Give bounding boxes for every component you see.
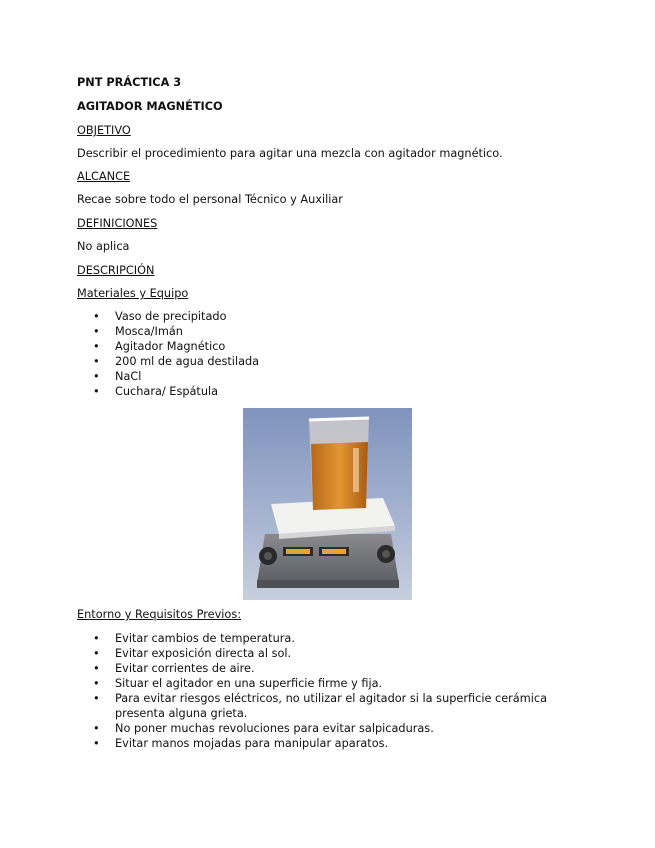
entorno-heading: Entorno y Requisitos Previos: [77,608,242,621]
list-item: • Evitar exposición directa al sol. [77,646,597,661]
list-item: • No poner muchas revoluciones para evitar salpicaduras. [77,721,597,736]
list-item: • Evitar cambios de temperatura. [77,631,597,646]
document-title: PNT PRÁCTICA 3 [77,76,182,89]
definiciones-heading: DEFINICIONES [77,217,158,230]
materiales-heading: Materiales y Equipo [77,287,189,300]
alcance-heading: ALCANCE [77,170,131,183]
descripcion-heading: DESCRIPCIÓN [77,264,155,277]
list-item: • 200 ml de agua destilada [77,354,597,369]
list-item: • NaCl [77,369,597,384]
document-subtitle: AGITADOR MAGNÉTICO [77,100,223,113]
requisitos-list [77,631,597,751]
list-item: • Cuchara/ Espátula [77,384,597,399]
materiales-list [77,309,597,399]
list-item: • Evitar manos mojadas para manipular aparatos. [77,736,597,751]
list-item: • Evitar corrientes de aire. [77,661,597,676]
definiciones-text: No aplica [77,240,130,253]
objetivo-heading: OBJETIVO [77,124,131,137]
list-item: • Agitador Magnético [77,339,597,354]
objetivo-text: Describir el procedimiento para agitar una mezcla con agitador magnético. [77,147,503,160]
magnetic-stirrer-photo [243,408,412,600]
alcance-text: Recae sobre todo el personal Técnico y Auxiliar [77,193,343,206]
list-item: • Vaso de precipitado [77,309,597,324]
list-item: • Para evitar riesgos eléctricos, no utilizar el agitador si la superficie cerámica presenta alguna grieta. [77,691,597,721]
list-item: • Mosca/Imán [77,324,597,339]
list-item: • Situar el agitador en una superficie firme y fija. [77,676,597,691]
